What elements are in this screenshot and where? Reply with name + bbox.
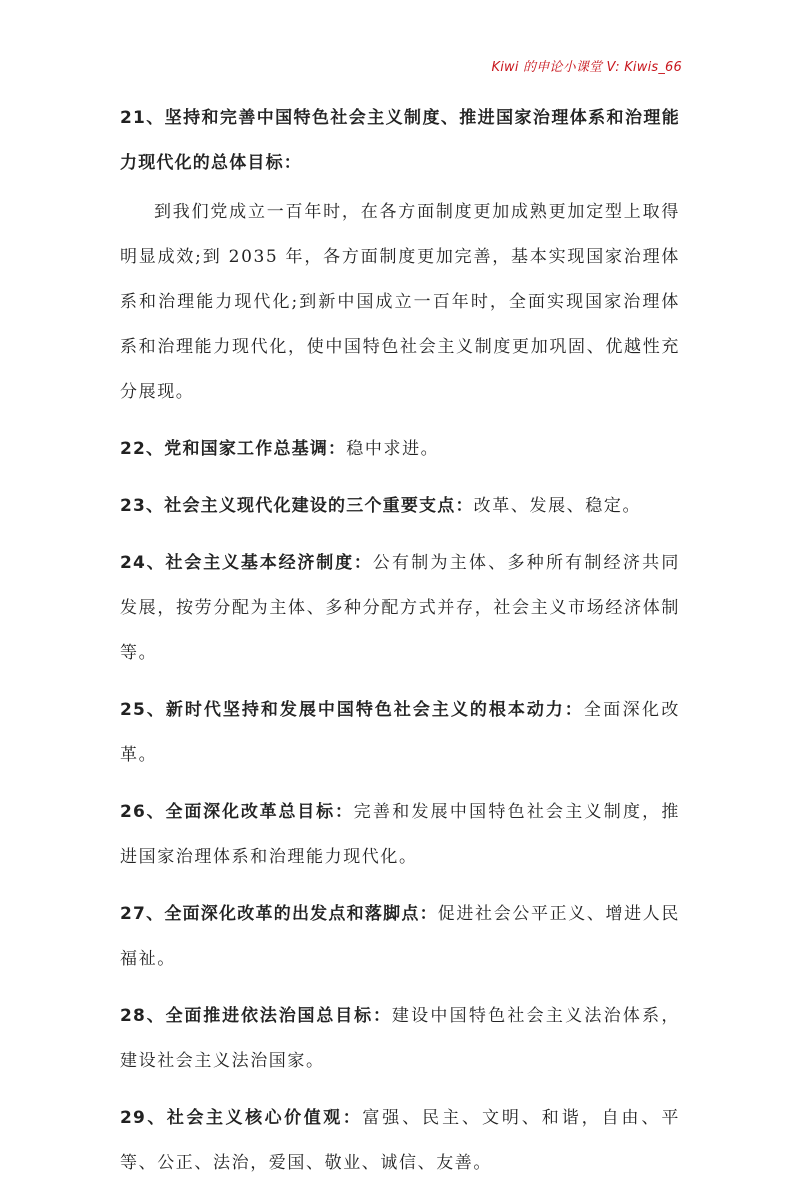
list-item-22	[120, 427, 680, 472]
document-content	[120, 96, 680, 1186]
item-term: 27、全面深化改革的出发点和落脚点：	[120, 904, 438, 924]
list-item-26	[120, 790, 680, 880]
item-text: 全面深化改革。	[120, 700, 681, 765]
item-term: 23、社会主义现代化建设的三个重要支点：	[120, 496, 474, 516]
list-item-29	[120, 1096, 680, 1186]
item-21-paragraph: 到我们党成立一百年时，在各方面制度更加成熟更加定型上取得明显成效;到 2035 年，各方面制度更加完善，基本实现国家治理体系和治理能力现代化;到新中国成立一百年时，全面实现国家治理体系和治理能力现代化，使中国特色社会主义制度更加巩固、优越性充分展现。	[120, 202, 680, 402]
item-term: 22、党和国家工作总基调：	[120, 439, 347, 459]
item-text: 公有制为主体、多种所有制经济共同发展，按劳分配为主体、多种分配方式并存，社会主义市场经济体制等。	[120, 553, 680, 663]
item-term: 24、社会主义基本经济制度：	[120, 553, 373, 573]
item-term: 25、新时代坚持和发展中国特色社会主义的根本动力：	[120, 700, 584, 720]
header-watermark: Kiwi 的申论小课堂 V: Kiwis_66	[491, 60, 682, 75]
list-item-23	[120, 484, 680, 529]
item-text: 改革、发展、稳定。	[473, 496, 642, 516]
list-item-27	[120, 892, 680, 982]
item-text: 建设中国特色社会主义法治体系，建设社会主义法治国家。	[120, 1006, 680, 1071]
item-term: 28、全面推进依法治国总目标：	[120, 1006, 392, 1026]
item-text: 完善和发展中国特色社会主义制度，推进国家治理体系和治理能力现代化。	[120, 802, 680, 867]
list-item-21	[120, 96, 680, 186]
list-item-25	[120, 688, 680, 778]
item-term: 29、社会主义核心价值观：	[120, 1108, 363, 1128]
item-term: 21、坚持和完善中国特色社会主义制度、推进国家治理体系和治理能力现代化的总体目标：	[120, 108, 680, 173]
item-text: 富强、民主、文明、和谐，自由、平等、公正、法治，爱国、敬业、诚信、友善。	[120, 1108, 680, 1173]
item-text: 稳中求进。	[346, 439, 440, 459]
list-item-28	[120, 994, 680, 1084]
item-text: 促进社会公平正义、增进人民福祉。	[120, 904, 680, 969]
list-item-24	[120, 541, 680, 676]
item-term: 26、全面深化改革总目标：	[120, 802, 354, 822]
